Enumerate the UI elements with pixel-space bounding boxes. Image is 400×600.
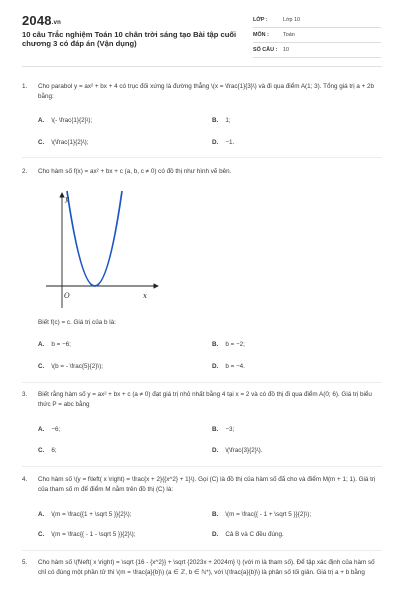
question-number: 2. <box>22 168 28 175</box>
question-number: 1. <box>22 83 28 90</box>
question-separator <box>22 382 382 383</box>
option-d[interactable]: D. Cả B và C đều đúng. <box>212 531 284 538</box>
info-value: 10 <box>283 47 289 53</box>
option-b[interactable]: B. 1; <box>212 117 231 124</box>
origin-label: O <box>64 292 70 300</box>
option-c[interactable]: C. \(b = - \frac{5}{2}\); <box>38 363 103 370</box>
logo-main: 2048 <box>22 13 52 28</box>
option-b[interactable]: B. b = −2; <box>212 341 245 348</box>
question-separator <box>22 466 382 467</box>
info-value: Toán <box>283 32 295 38</box>
question-number: 3. <box>22 391 28 398</box>
option-c[interactable]: C. 6; <box>38 447 57 454</box>
info-value: Lớp 10 <box>283 17 301 23</box>
question-text: Biết rằng hàm số y = ax² + bx + c (a ≠ 0) đạt giá trị nhỏ nhất bằng 4 tại x = 2 và có đồ thị đi qua điểm A(0; 6). Giá trị biểu thức P = abc bằng <box>38 391 372 408</box>
info-key: LỚP : <box>253 17 268 23</box>
header <box>0 0 400 62</box>
question-separator <box>22 550 382 551</box>
document-title: 10 câu Trắc nghiệm Toán 10 chân trời sáng tạo Bài tập cuối chương 3 có đáp án (Vận dụng) <box>22 30 237 49</box>
option-c[interactable]: C. \(m = \frac{{ - 1 - \sqrt 5 }}{2}\); <box>38 531 136 538</box>
option-a[interactable]: A. \(m = \frac{{1 + \sqrt 5 }}{2}\); <box>38 511 132 518</box>
header-divider <box>22 66 382 67</box>
question-text: Cho parabol y = ax² + bx + 4 có trục đối xứng là đường thẳng \(x = \frac{1}{3}\) và đi qua điểm A(1; 3). Tổng giá trị a + 2b bằng: <box>38 83 375 100</box>
info-row-class <box>253 13 381 28</box>
question-number: 5. <box>22 559 28 566</box>
y-axis-label: y <box>65 195 69 203</box>
question-subtext: Biết f(c) = c. Giá trị của b là: <box>38 319 116 326</box>
site-logo[interactable] <box>22 13 61 28</box>
option-d[interactable]: D. b = −4. <box>212 363 245 370</box>
parabola-curve <box>67 191 122 286</box>
option-c[interactable]: C. \(\frac{1}{2}\); <box>38 139 89 146</box>
info-table <box>253 13 381 58</box>
question-number: 4. <box>22 476 28 483</box>
option-b[interactable]: B. \(m = \frac{{ - 1 + \sqrt 5 }}{2}\); <box>212 511 312 518</box>
question-text: Cho hàm số \(y = f\left( x \right) = \frac{x + 2}{{x^2} + 1}\). Gọi (C) là đồ thị của hàm số đã cho và điểm M(m + 1; 1). Giá trị của tham số m để điểm M nằm trên đồ thị (C) là: <box>38 476 376 493</box>
option-d[interactable]: D. −1. <box>212 139 235 146</box>
question-text: Cho hàm số f(x) = ax² + bx + c (a, b, c ≠ 0) có đồ thị như hình vẽ bên. <box>38 168 232 175</box>
option-d[interactable]: D. \(\frac{3}{2}\). <box>212 447 263 454</box>
question-text: Cho hàm số \(f\left( x \right) = \sqrt {16 - {x^2}} + \sqrt {2023x + 2024m} \) (với m là tham số). Để tập xác định của hàm số chỉ có đúng một phần tử thì \(m = \frac{a}{b}\) (a ∈ ℤ, b ∈ ℕ*), với \(\frac{a}{b}\) là phân số tối giản. Giá trị a + b bằng <box>38 559 375 576</box>
info-key: MÔN : <box>253 32 269 38</box>
info-row-count <box>253 43 381 58</box>
question-separator <box>22 157 382 158</box>
info-key: SỐ CÂU : <box>253 47 278 53</box>
option-a[interactable]: A. b = −6; <box>38 341 71 348</box>
option-a[interactable]: A. \(- \frac{1}{2}\); <box>38 117 93 124</box>
info-row-subject <box>253 28 381 43</box>
option-a[interactable]: A. −6; <box>38 426 61 433</box>
parabola-graph <box>40 187 165 312</box>
option-b[interactable]: B. −3; <box>212 426 235 433</box>
x-axis-label: x <box>143 292 147 300</box>
logo-suffix: .vn <box>51 20 62 26</box>
